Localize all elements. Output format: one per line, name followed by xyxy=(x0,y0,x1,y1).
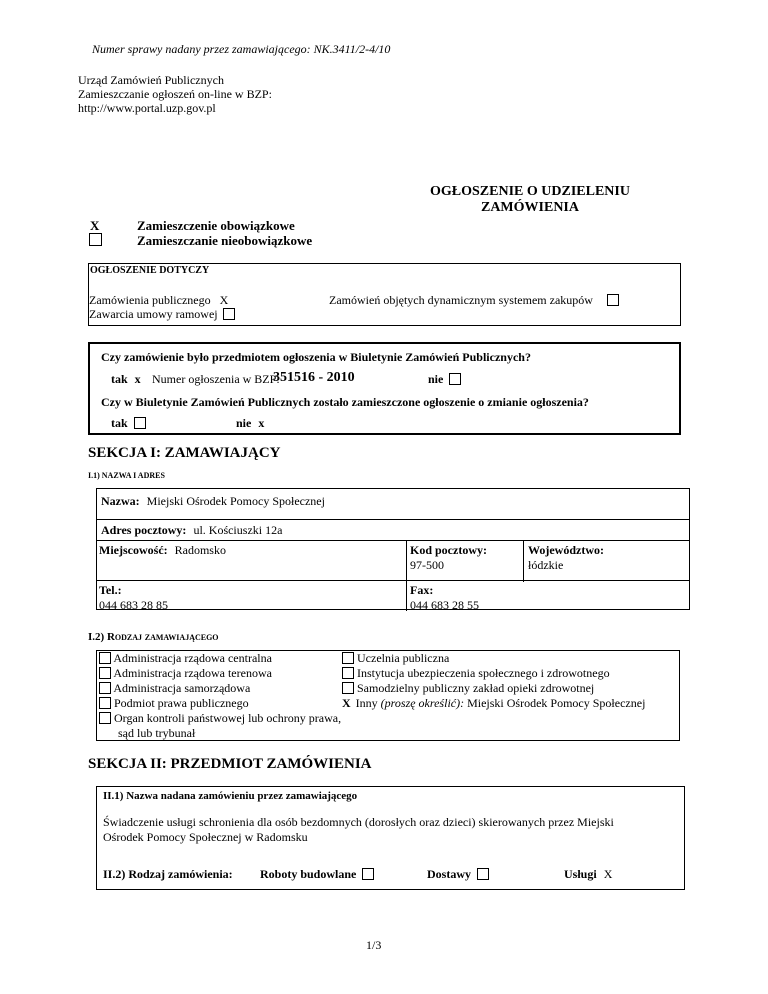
optional-checkbox[interactable] xyxy=(89,233,102,248)
postal-value: 97-500 xyxy=(410,558,444,572)
type-option-other[interactable]: X Inny (proszę określić): Miejski Ośrodek Pomocy Społecznej xyxy=(342,696,646,710)
bulletin-yes: tak x xyxy=(111,372,141,386)
address-value: ul. Kościuszki 12a xyxy=(193,523,283,537)
postal-cell: Kod pocztowy: 97-500 xyxy=(406,541,487,582)
mandatory-mark: X xyxy=(90,218,100,233)
name-value: Miejski Ośrodek Pomocy Społecznej xyxy=(146,494,325,508)
services-mark: X xyxy=(603,867,613,881)
type-option[interactable]: Administracja rządowa centralna xyxy=(99,651,341,666)
bulletin-no-2: nie x xyxy=(236,416,265,430)
services-option: Usługi X xyxy=(564,867,613,881)
bulletin-box xyxy=(88,342,681,435)
type-option[interactable]: Administracja samorządowa xyxy=(99,681,341,696)
optional-label: Zamieszczanie nieobowiązkowe xyxy=(137,233,313,248)
bulletin-question-2: Czy w Biuletynie Zamówień Publicznych zostało zamieszczone ogłoszenie o zmianie ogłoszenia? xyxy=(101,395,589,409)
phone-row: Tel.: 044 683 28 85 Fax: 044 683 28 55 xyxy=(99,583,479,612)
section-2-sub-1: II.1) Nazwa nadana zamówieniu przez zamawiającego xyxy=(103,790,358,802)
works-option: Roboty budowlane xyxy=(260,867,374,882)
section-1-heading: SEKCJA I: ZAMAWIAJĄCY xyxy=(88,445,281,461)
bulletin-no: nie xyxy=(428,372,461,387)
supplies-option: Dostawy xyxy=(427,867,489,882)
bulletin-number-value: 351516 - 2010 xyxy=(273,370,355,385)
city-row: Miejscowość: Radomsko Kod pocztowy: 97-500 Województwo: łódzkie xyxy=(97,541,689,581)
concerns-heading: OGŁOSZENIE DOTYCZY xyxy=(90,265,210,276)
bulletin-no-checkbox[interactable] xyxy=(449,373,461,385)
header-line-3: http://www.portal.uzp.gov.pl xyxy=(78,101,216,115)
fax-cell: Fax: 044 683 28 55 xyxy=(406,581,479,611)
bulletin-yes-2-checkbox[interactable] xyxy=(134,417,146,429)
section-1-sub-1: I.1) NAZWA I ADRES xyxy=(88,471,165,480)
types-right-list xyxy=(342,651,645,711)
framework-option: Zawarcia umowy ramowej xyxy=(89,307,235,322)
type-option[interactable]: Organ kontroli państwowej lub ochrony prawa, xyxy=(99,711,341,726)
page-number: 1/3 xyxy=(366,938,382,952)
section-2-heading: SEKCJA II: PRZEDMIOT ZAMÓWIENIA xyxy=(88,756,372,772)
province-cell: Województwo: łódzkie xyxy=(523,541,604,582)
header-line-2: Zamieszczanie ogłoszeń on-line w BZP: xyxy=(78,87,272,101)
type-option[interactable]: Uczelnia publiczna xyxy=(342,651,645,666)
other-value: Miejski Ośrodek Pomocy Społecznej xyxy=(467,696,646,710)
authority-types-box xyxy=(96,650,680,741)
other-mark: X xyxy=(342,696,351,710)
section-2-sub-2: II.2) Rodzaj zamówienia: xyxy=(103,867,233,881)
address-row: Adres pocztowy: ul. Kościuszki 12a xyxy=(97,520,689,541)
public-order-option: Zamówienia publicznego X xyxy=(89,293,229,307)
types-left-list xyxy=(99,651,341,741)
fax-value: 044 683 28 55 xyxy=(410,598,479,612)
tel-value: 044 683 28 85 xyxy=(99,598,168,612)
type-option[interactable]: Samodzielny publiczny zakład opieki zdrowotnej xyxy=(342,681,645,696)
order-box xyxy=(96,786,685,890)
section-1-sub-2: I.2) Rodzaj zamawiającego xyxy=(88,631,219,643)
order-description: Świadczenie usługi schronienia dla osób bezdomnych (dorosłych oraz dzieci) skierowanych przez Miejski Ośrodek Pomocy Społecznej w Radomsku xyxy=(103,815,614,844)
type-option[interactable]: Podmiot prawa publicznego xyxy=(99,696,341,711)
type-option[interactable]: Instytucja ubezpieczenia społecznego i zdrowotnego xyxy=(342,666,645,681)
public-order-mark: X xyxy=(219,293,229,307)
dynamic-option: Zamówień objętych dynamicznym systemem zakupów xyxy=(329,293,619,308)
city-value: Radomsko xyxy=(174,543,226,557)
address-table xyxy=(96,488,690,610)
bulletin-yes-mark: x xyxy=(134,372,141,386)
page-title: OGŁOSZENIE O UDZIELENIU ZAMÓWIENIA xyxy=(430,184,630,215)
bulletin-number-label: Numer ogłoszenia w BZP: xyxy=(152,372,280,386)
header-line-1: Urząd Zamówień Publicznych xyxy=(78,73,224,87)
supplies-checkbox[interactable] xyxy=(477,868,489,880)
works-checkbox[interactable] xyxy=(362,868,374,880)
bulletin-yes-2: tak xyxy=(111,416,146,431)
header-block xyxy=(78,73,272,115)
framework-checkbox[interactable] xyxy=(223,308,235,320)
province-value: łódzkie xyxy=(528,558,564,572)
name-row: Nazwa: Miejski Ośrodek Pomocy Społecznej xyxy=(97,489,689,520)
dynamic-checkbox[interactable] xyxy=(607,294,619,306)
type-option[interactable]: Administracja rządowa terenowa xyxy=(99,666,341,681)
type-option-continuation: sąd lub trybunał xyxy=(118,726,196,740)
bulletin-question-1: Czy zamówienie było przedmiotem ogłoszenia w Biuletynie Zamówień Publicznych? xyxy=(101,350,531,364)
concerns-box xyxy=(88,263,681,326)
bulletin-no-2-mark: x xyxy=(258,416,265,430)
case-number: Numer sprawy nadany przez zamawiającego: NK.3411/2-4/10 xyxy=(92,42,391,56)
mandatory-label: Zamieszczenie obowiązkowe xyxy=(137,218,295,233)
